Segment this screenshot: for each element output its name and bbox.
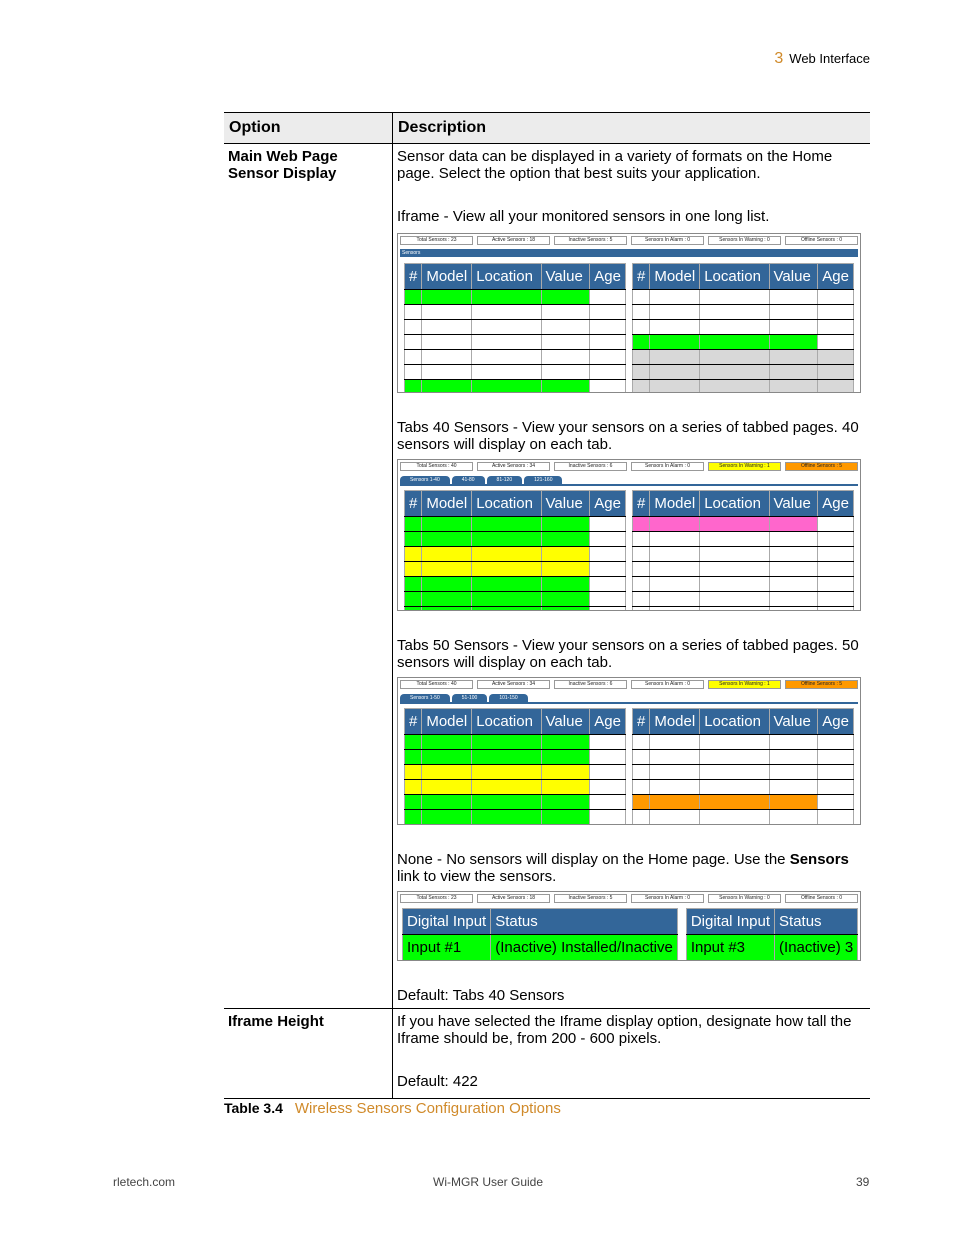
chapter-title: Web Interface	[789, 51, 870, 66]
stat-box: Active Sensors : 18	[477, 236, 550, 245]
sensor-row	[633, 592, 854, 607]
stat-box: Active Sensors : 34	[477, 680, 550, 689]
stat-box: Sensors In Warning : 0	[708, 894, 781, 903]
stat-box: Sensors In Alarm : 0	[631, 236, 704, 245]
stat-box: Offline Sensors : 5	[785, 462, 858, 471]
sensor-row	[405, 547, 626, 562]
sensor-row	[405, 350, 626, 365]
sensor-row	[633, 607, 854, 612]
none-screenshot	[397, 891, 861, 961]
stat-box: Offline Sensors : 0	[785, 236, 858, 245]
option-name: Main Web Page Sensor Display	[224, 144, 393, 1009]
sensor-row	[405, 735, 626, 750]
caption-label: Table 3.4	[224, 1100, 283, 1116]
sensor-tab[interactable]: Sensors 1-40	[400, 476, 450, 484]
sensor-row	[405, 810, 626, 825]
sensor-row	[633, 380, 854, 394]
sensor-row	[405, 380, 626, 394]
sensor-row	[633, 517, 854, 532]
sensor-grid: # Model Location Value Age	[632, 490, 854, 611]
sensor-row	[633, 765, 854, 780]
io-table: Digital Input Status Input #1 (Inactive) Installed/Inactive	[402, 908, 678, 961]
stat-box: Sensors In Warning : 0	[708, 236, 781, 245]
stat-box: Total Sensors : 23	[400, 236, 473, 245]
sensor-row	[405, 517, 626, 532]
sensor-grid: # Model Location Value Age	[632, 708, 854, 825]
io-table: Digital Input Status Input #3 (Inactive) 3	[686, 908, 858, 961]
sensor-row	[633, 562, 854, 577]
default-value: Default: 422	[397, 1073, 478, 1090]
stat-box: Sensors In Alarm : 0	[631, 462, 704, 471]
option-header: Option	[224, 113, 393, 144]
sensor-tab[interactable]: 51-100	[452, 694, 488, 702]
caption-title: Wireless Sensors Configuration Options	[294, 1100, 561, 1117]
sensor-row	[633, 750, 854, 765]
sensor-grid: # Model Location Value Age	[404, 708, 626, 825]
stat-box: Active Sensors : 34	[477, 462, 550, 471]
sensor-grid: # Model Location Value Age	[632, 263, 854, 393]
sensor-row	[633, 320, 854, 335]
stat-box: Active Sensors : 18	[477, 894, 550, 903]
sensor-row	[633, 735, 854, 750]
sensor-row	[633, 350, 854, 365]
tabs50-option-text: Tabs 50 Sensors - View your sensors on a series of tabbed pages. 50 sensors will display on each tab.	[397, 637, 859, 671]
default-value: Default: Tabs 40 Sensors	[397, 987, 565, 1004]
sensor-row	[405, 780, 626, 795]
sensor-tab[interactable]: Sensors 1-50	[400, 694, 450, 702]
description-header: Description	[393, 113, 871, 144]
stat-box: Offline Sensors : 5	[785, 680, 858, 689]
table-row	[224, 144, 870, 1009]
sensor-row	[633, 365, 854, 380]
sensor-row	[405, 825, 626, 826]
footer-left: rletech.com	[113, 1175, 176, 1189]
sensor-row	[633, 290, 854, 305]
sensor-tab[interactable]: 121-160	[524, 476, 562, 484]
sensor-row	[633, 305, 854, 320]
sensor-tab[interactable]: 81-120	[487, 476, 523, 484]
sensor-row	[405, 335, 626, 350]
sensor-row	[633, 547, 854, 562]
stat-box: Total Sensors : 40	[400, 680, 473, 689]
stat-box: Inactive Sensors : 5	[554, 236, 627, 245]
tabs40-option-text: Tabs 40 Sensors - View your sensors on a series of tabbed pages. 40 sensors will display on each tab.	[397, 419, 859, 453]
sensor-row	[405, 592, 626, 607]
description-text: If you have selected the Iframe display option, designate how tall the Iframe should be, from 200 - 600 pixels.	[397, 1013, 852, 1047]
description-text: Sensor data can be displayed in a variety of formats on the Home page. Select the option that best suits your application.	[397, 148, 833, 182]
stat-box: Offline Sensors : 0	[785, 894, 858, 903]
sensor-tab[interactable]: 101-150	[489, 694, 527, 702]
sensor-row	[633, 780, 854, 795]
none-option-text: None - No sensors will display on the Home page. Use the Sensors link to view the sensors.	[397, 851, 849, 885]
table-row	[224, 1009, 870, 1099]
page-number: 39	[856, 1175, 870, 1189]
stat-box: Inactive Sensors : 5	[554, 894, 627, 903]
sensor-row	[633, 825, 854, 826]
sensor-row	[405, 562, 626, 577]
option-description	[393, 144, 871, 1009]
stat-box: Sensors In Warning : 1	[708, 462, 781, 471]
stat-box: Total Sensors : 23	[400, 894, 473, 903]
chapter-number: 3	[774, 50, 784, 67]
sensor-row	[405, 750, 626, 765]
option-name: Iframe Height	[224, 1009, 393, 1099]
stat-box: Sensors In Warning : 1	[708, 680, 781, 689]
iframe-option-text: Iframe - View all your monitored sensors in one long list.	[397, 208, 770, 225]
sensors-link-name: Sensors	[789, 851, 849, 868]
sensor-tab[interactable]: 41-80	[452, 476, 485, 484]
stat-box: Inactive Sensors : 6	[554, 680, 627, 689]
sensor-row	[405, 320, 626, 335]
tabs50-screenshot	[397, 677, 861, 825]
footer-center: Wi-MGR User Guide	[433, 1175, 544, 1189]
stat-box: Sensors In Alarm : 0	[631, 894, 704, 903]
sensor-row	[405, 290, 626, 305]
page-header	[774, 50, 870, 68]
stat-box: Inactive Sensors : 6	[554, 462, 627, 471]
sensor-row	[405, 795, 626, 810]
sensor-row	[633, 335, 854, 350]
stat-box: Sensors In Alarm : 0	[631, 680, 704, 689]
sensor-row	[405, 365, 626, 380]
option-description	[393, 1009, 871, 1099]
config-options-table	[224, 112, 870, 1099]
sensor-row	[405, 532, 626, 547]
sensor-row	[405, 577, 626, 592]
sensor-row	[405, 607, 626, 612]
sensor-grid: # Model Location Value Age	[404, 490, 626, 611]
sensor-row	[405, 305, 626, 320]
table-caption	[224, 1100, 561, 1117]
iframe-screenshot	[397, 233, 861, 393]
sensor-row	[633, 795, 854, 810]
sensor-grid: # Model Location Value Age	[404, 263, 626, 393]
stat-box: Total Sensors : 40	[400, 462, 473, 471]
tabs40-screenshot	[397, 459, 861, 611]
sensor-row	[633, 577, 854, 592]
sensors-section-title: Sensors	[400, 249, 858, 257]
sensor-row	[405, 765, 626, 780]
sensor-row	[633, 532, 854, 547]
sensor-row	[633, 810, 854, 825]
